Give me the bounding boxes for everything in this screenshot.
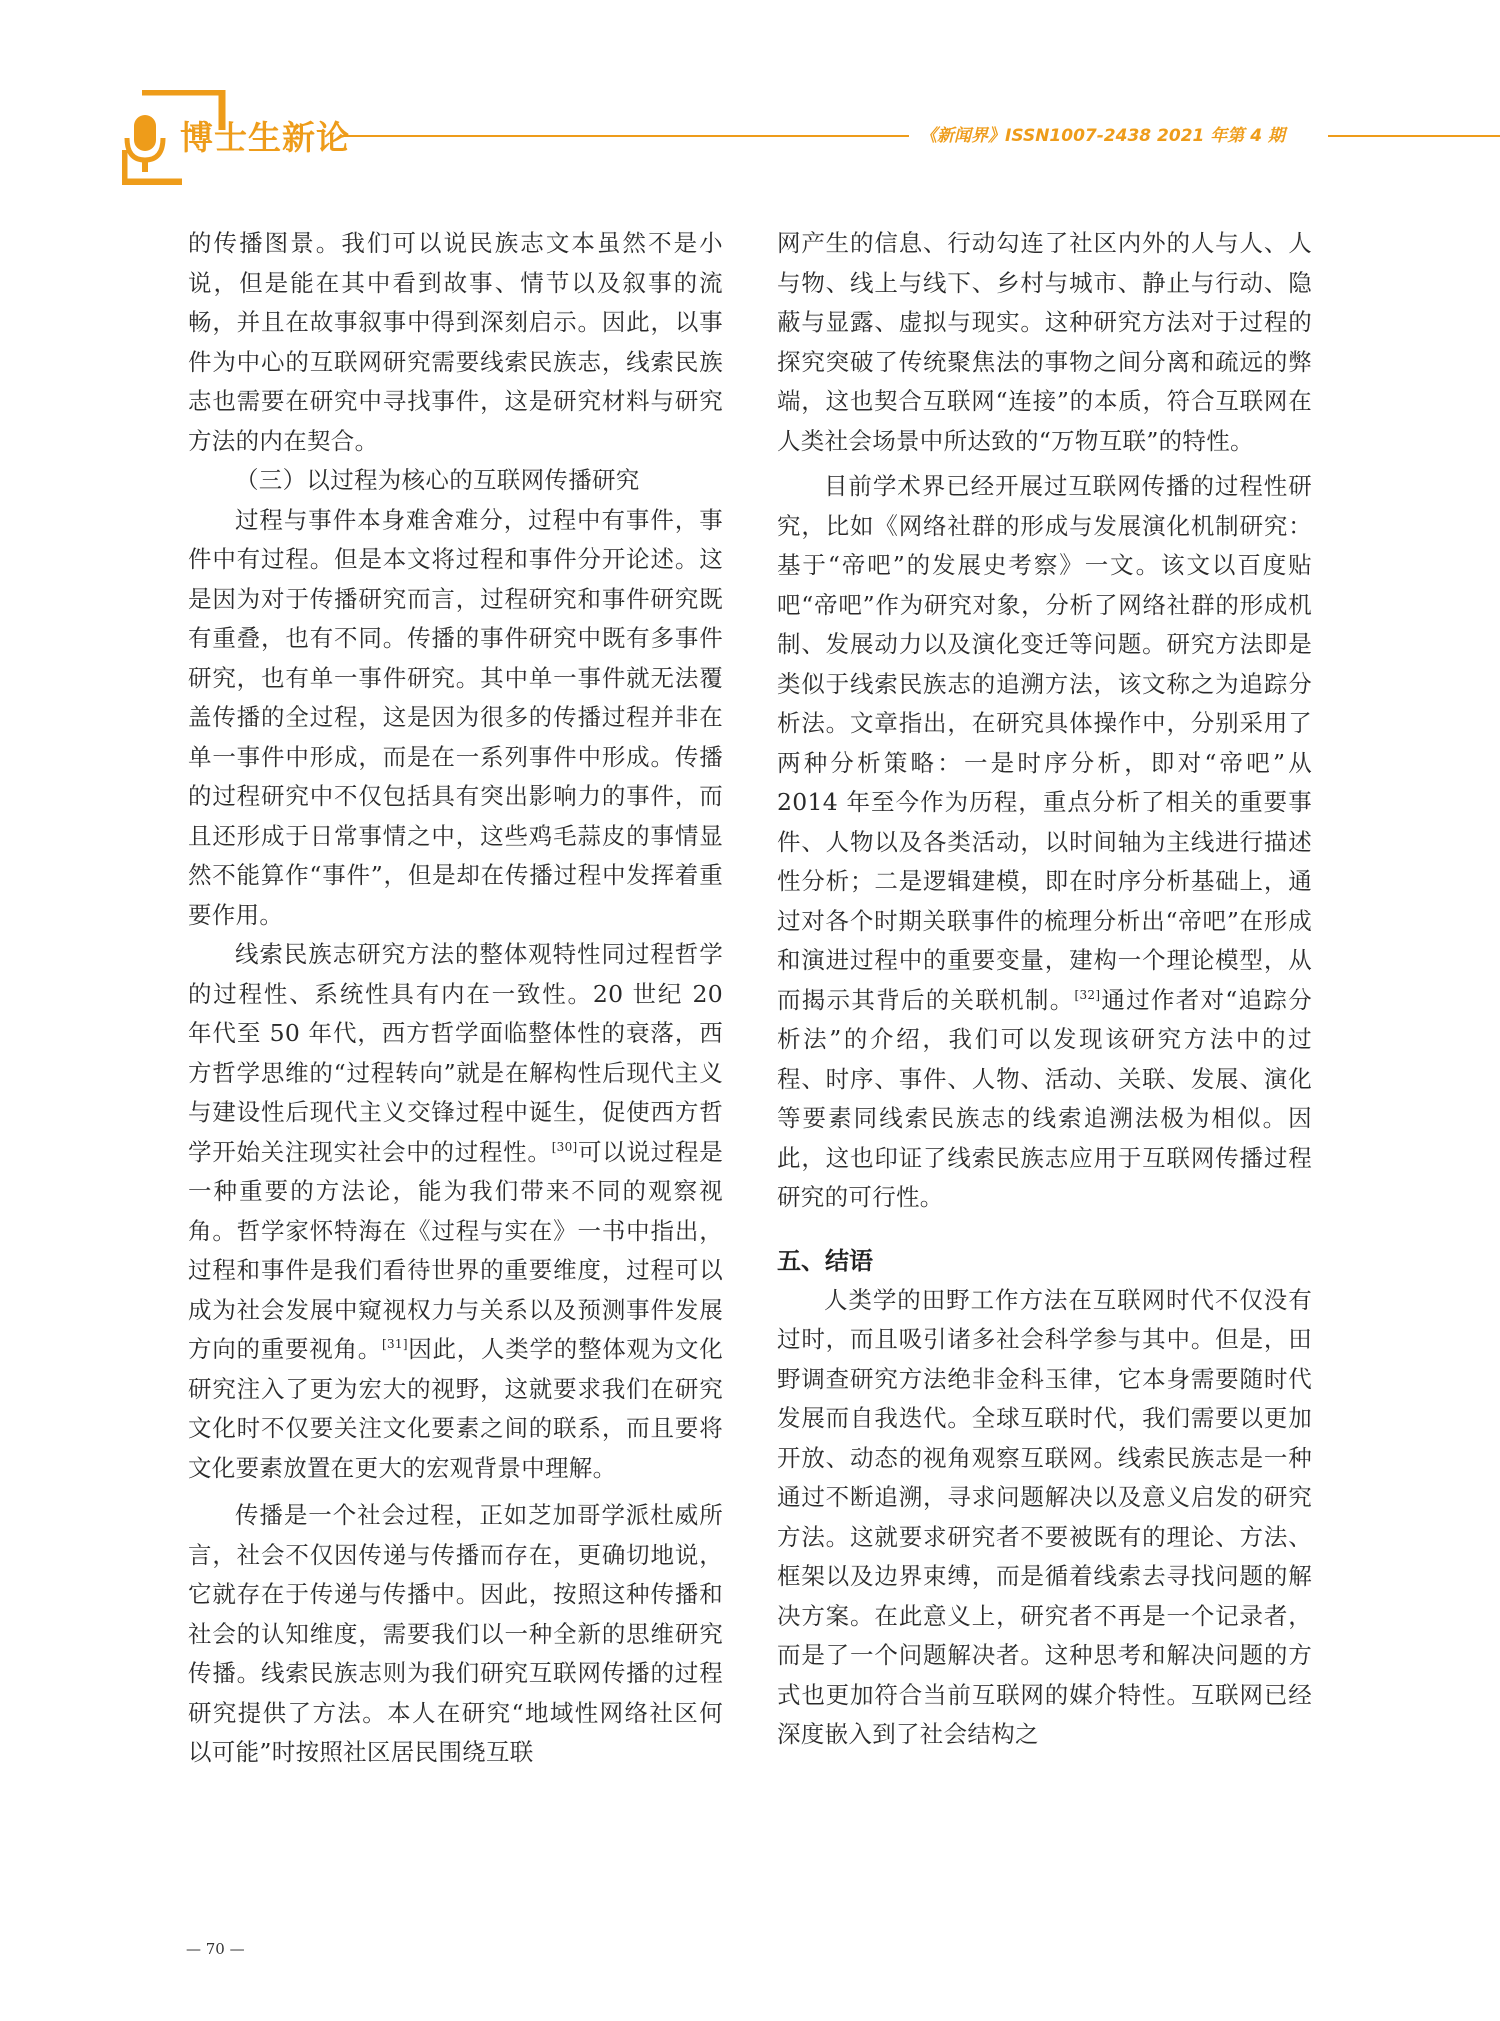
paragraph: 网产生的信息、行动勾连了社区内外的人与人、人与物、线上与线下、乡村与城市、静止与行动、隐蔽与显露、虚拟与现实。这种研究方法对于过程的探究突破了传统聚焦法的事物之间分离和疏远的弊端，这也契合互联网“连接”的本质，符合互联网在人类社会场景中所达致的“万物互联”的特性。 <box>777 229 1312 455</box>
paragraph <box>188 935 723 1488</box>
paragraph-text: 通过作者对“追踪分析法”的介绍，我们可以发现该研究方法中的过程、时序、事件、人物、活动、关联、发展、演化等要素同线索民族志的线索追溯法极为相似。因此，这也印证了线索民族志应用于互联网传播过程研究的可行性。 <box>777 985 1312 1211</box>
section-title: 博士生新论 <box>180 118 350 157</box>
paragraph-text: 可以说过程是一种重要的方法论，能为我们带来不同的观察视角。哲学家怀特海在《过程与实在》一书中指出，过程和事件是我们看待世界的重要维度，过程可以成为社会发展中窥视权力与关系以及预测事件发展方向的重要视角。 <box>188 1137 724 1363</box>
paragraph <box>777 467 1312 1218</box>
subsection-heading: （三）以过程为核心的互联网传播研究 <box>235 466 640 494</box>
left-column <box>188 224 723 1773</box>
journal-info: 《新闻界》ISSN1007-2438 2021 年第 4 期 <box>920 126 1285 146</box>
citation-ref: [32] <box>1074 987 1101 1002</box>
section-heading: 五、结语 <box>777 1246 873 1275</box>
citation-ref: [30] <box>551 1139 578 1154</box>
paragraph-text: 因此，人类学的整体观为文化研究注入了更为宏大的视野，这就要求我们在研究文化时不仅要关注文化要素之间的联系，而且要将文化要素放置在更大的宏观背景中理解。 <box>188 1335 723 1482</box>
paragraph-text: 线索民族志研究方法的整体观特性同过程哲学的过程性、系统性具有内在一致性。20 世纪 20 年代至 50 年代，西方哲学面临整体性的衰落，西方哲学思维的“过程转向”就是在解构性后现代主义与建设性后现代主义交锋过程中诞生，促使西方哲学开始关注现实社会中的过程性。 <box>188 940 723 1166</box>
paragraph: 人类学的田野工作方法在互联网时代不仅没有过时，而且吸引诸多社会科学参与其中。但是，田野调查研究方法绝非金科玉律，它本身需要随时代发展而自我迭代。全球互联时代，我们需要以更加开放、动态的视角观察互联网。线索民族志是一种通过不断追溯，寻求问题解决以及意义启发的研究方法。这就要求研究者不要被既有的理论、方法、框架以及边界束缚，而是循着线索去寻找问题的解决方案。在此意义上，研究者不再是一个记录者，而是了一个问题解决者。这种思考和解决问题的方式也更加符合当前互联网的媒介特性。互联网已经深度嵌入到了社会结构之 <box>777 1285 1312 1748</box>
paragraph: 的传播图景。我们可以说民族志文本虽然不是小说，但是能在其中看到故事、情节以及叙事的流畅，并且在故事叙事中得到深刻启示。因此，以事件为中心的互联网研究需要线索民族志，线索民族志也需要在研究中寻找事件，这是研究材料与研究方法的内在契合。 <box>188 229 723 455</box>
paragraph: 传播是一个社会过程，正如芝加哥学派杜威所言，社会不仅因传递与传播而存在，更确切地说，它就存在于传递与传播中。因此，按照这种传播和社会的认知维度，需要我们以一种全新的思维研究传播。线索民族志则为我们研究互联网传播的过程研究提供了方法。本人在研究“地域性网络社区何以可能”时按照社区居民围绕互联 <box>188 1501 723 1766</box>
page-number: — 70 — <box>186 1940 245 1958</box>
right-column <box>777 224 1312 1755</box>
paragraph: 过程与事件本身难舍难分，过程中有事件，事件中有过程。但是本文将过程和事件分开论述。这是因为对于传播研究而言，过程研究和事件研究既有重叠，也有不同。传播的事件研究中既有多事件研究，也有单一事件研究。其中单一事件就无法覆盖传播的全过程，这是因为很多的传播过程并非在单一事件中形成，而是在一系列事件中形成。传播的过程研究中不仅包括具有突出影响力的事件，而且还形成于日常事情之中，这些鸡毛蒜皮的事情显然不能算作“事件”，但是却在传播过程中发挥着重要作用。 <box>188 505 723 929</box>
page-header <box>0 0 1500 190</box>
header-divider-left <box>342 135 909 137</box>
paragraph-text: 目前学术界已经开展过互联网传播的过程性研究，比如《网络社群的形成与发展演化机制研究：基于“帝吧”的发展史考察》一文。该文以百度贴吧“帝吧”作为研究对象，分析了网络社群的形成机制、发展动力以及演化变迁等问题。研究方法即是类似于线索民族志的追溯方法，该文称之为追踪分析法。文章指出，在研究具体操作中，分别采用了两种分析策略：一是时序分析，即对“帝吧”从 2014 年至今作为历程，重点分析了相关的重要事件、人物以及各类活动，以时间轴为主线进行描述性分析；二是逻辑建模，即在时序分析基础上，通过对各个时期关联事件的梳理分析出“帝吧”在形成和演进过程中的重要变量，建构一个理论模型，从而揭示其背后的关联机制。 <box>777 472 1312 1014</box>
citation-ref: [31] <box>381 1337 408 1352</box>
header-divider-right <box>1328 135 1500 137</box>
